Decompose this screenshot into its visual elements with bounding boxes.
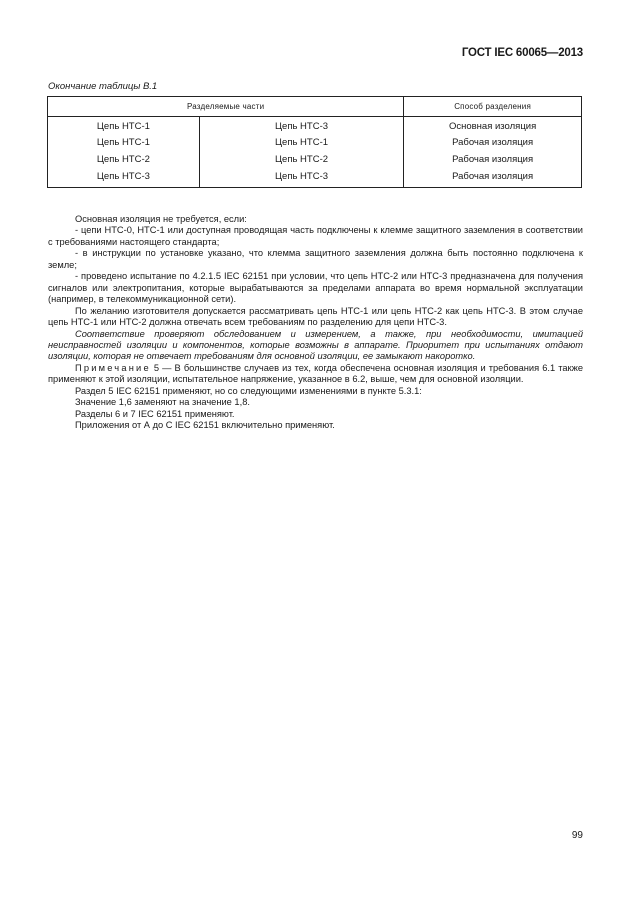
cell-method: Рабочая изоляция: [404, 168, 582, 188]
cell-part-a: Цепь НТС-2: [48, 151, 200, 168]
cell-part-b: Цепь НТС-3: [199, 117, 403, 135]
cell-method: Рабочая изоляция: [404, 134, 582, 151]
paragraph-sections-6-7: Разделы 6 и 7 IEC 62151 применяют.: [75, 408, 235, 419]
list-item-1: - цепи НТС-0, НТС-1 или доступная проводящая часть подключены к клемме защитного заземления в соответствии с требованиями настоящего стандарта;: [48, 225, 583, 247]
cell-part-b: Цепь НТС-2: [199, 151, 403, 168]
header-method: Способ разделения: [404, 97, 582, 117]
table-row: [48, 168, 582, 188]
paragraph-option: По желанию изготовителя допускается рассматривать цепь НТС-1 или цепь НТС-2 как цепь НТС-3. В этом случае цепь НТС-1 или НТС-2 должна отвечать всем требованиям по разделению для цепи НТС-3.: [48, 305, 583, 328]
paragraph-value: Значение 1,6 заменяют на значение 1,8.: [75, 397, 250, 408]
body-text: [48, 214, 583, 432]
document-header: ГОСТ IEC 60065—2013: [461, 47, 583, 59]
cell-part-b: Цепь НТС-3: [199, 168, 403, 188]
table-header-row: [48, 97, 582, 117]
header-parts: Разделяемые части: [48, 97, 404, 117]
cell-method: Основная изоляция: [404, 117, 582, 135]
paragraph-intro: Основная изоляция не требуется, если:: [75, 214, 247, 224]
list-item-2: - в инструкции по установке указано, что клемма защитного заземления должна быть постоянно подключена к земле;: [48, 248, 583, 270]
cell-part-b: Цепь НТС-1: [199, 134, 403, 151]
page-number: 99: [571, 830, 583, 841]
note-paragraph: [48, 363, 583, 386]
cell-part-a: Цепь НТС-1: [48, 117, 200, 135]
cell-method: Рабочая изоляция: [404, 151, 582, 168]
paragraph-annexes: Приложения от А до С IEC 62151 включительно применяют.: [75, 420, 335, 431]
paragraph-compliance: Соответствие проверяют обследованием и измерением, а также, при необходимости, имитацией неисправностей изоляции и компонентов, которые возможны в аппарате. Приоритет при испытаниях отдают изоляции, которая не отвечает требованиям для основной изоляции, ее замыкают накоротко.: [48, 328, 583, 362]
table-row: [48, 134, 582, 151]
table-row: [48, 151, 582, 168]
list-item-3: - проведено испытание по 4.2.1.5 IEC 62151 при условии, что цепь НТС-2 или НТС-3 предназначена для получения сигналов или электропитания, которые вырабатываются за пределами аппарата во время нормальной эксплуатации (например, в телекоммуникационной сети).: [48, 271, 583, 305]
paragraph-section-5: Раздел 5 IEC 62151 применяют, но со следующими изменениями в пункте 5.3.1:: [75, 385, 422, 396]
table-caption: Окончание таблицы В.1: [48, 81, 158, 92]
note-label: Примечание: [75, 362, 151, 373]
cell-part-a: Цепь НТС-3: [48, 168, 200, 188]
note-text: 5 — В большинстве случаев из тех, когда обеспечена основная изоляция и требования 6.1 также применяют к этой изоляции, испытательное напряжение, указанное в 6.2, выше, чем для основной изоляции.: [48, 362, 583, 385]
separation-table: [47, 96, 582, 188]
cell-part-a: Цепь НТС-1: [48, 134, 200, 151]
table-row: [48, 117, 582, 135]
